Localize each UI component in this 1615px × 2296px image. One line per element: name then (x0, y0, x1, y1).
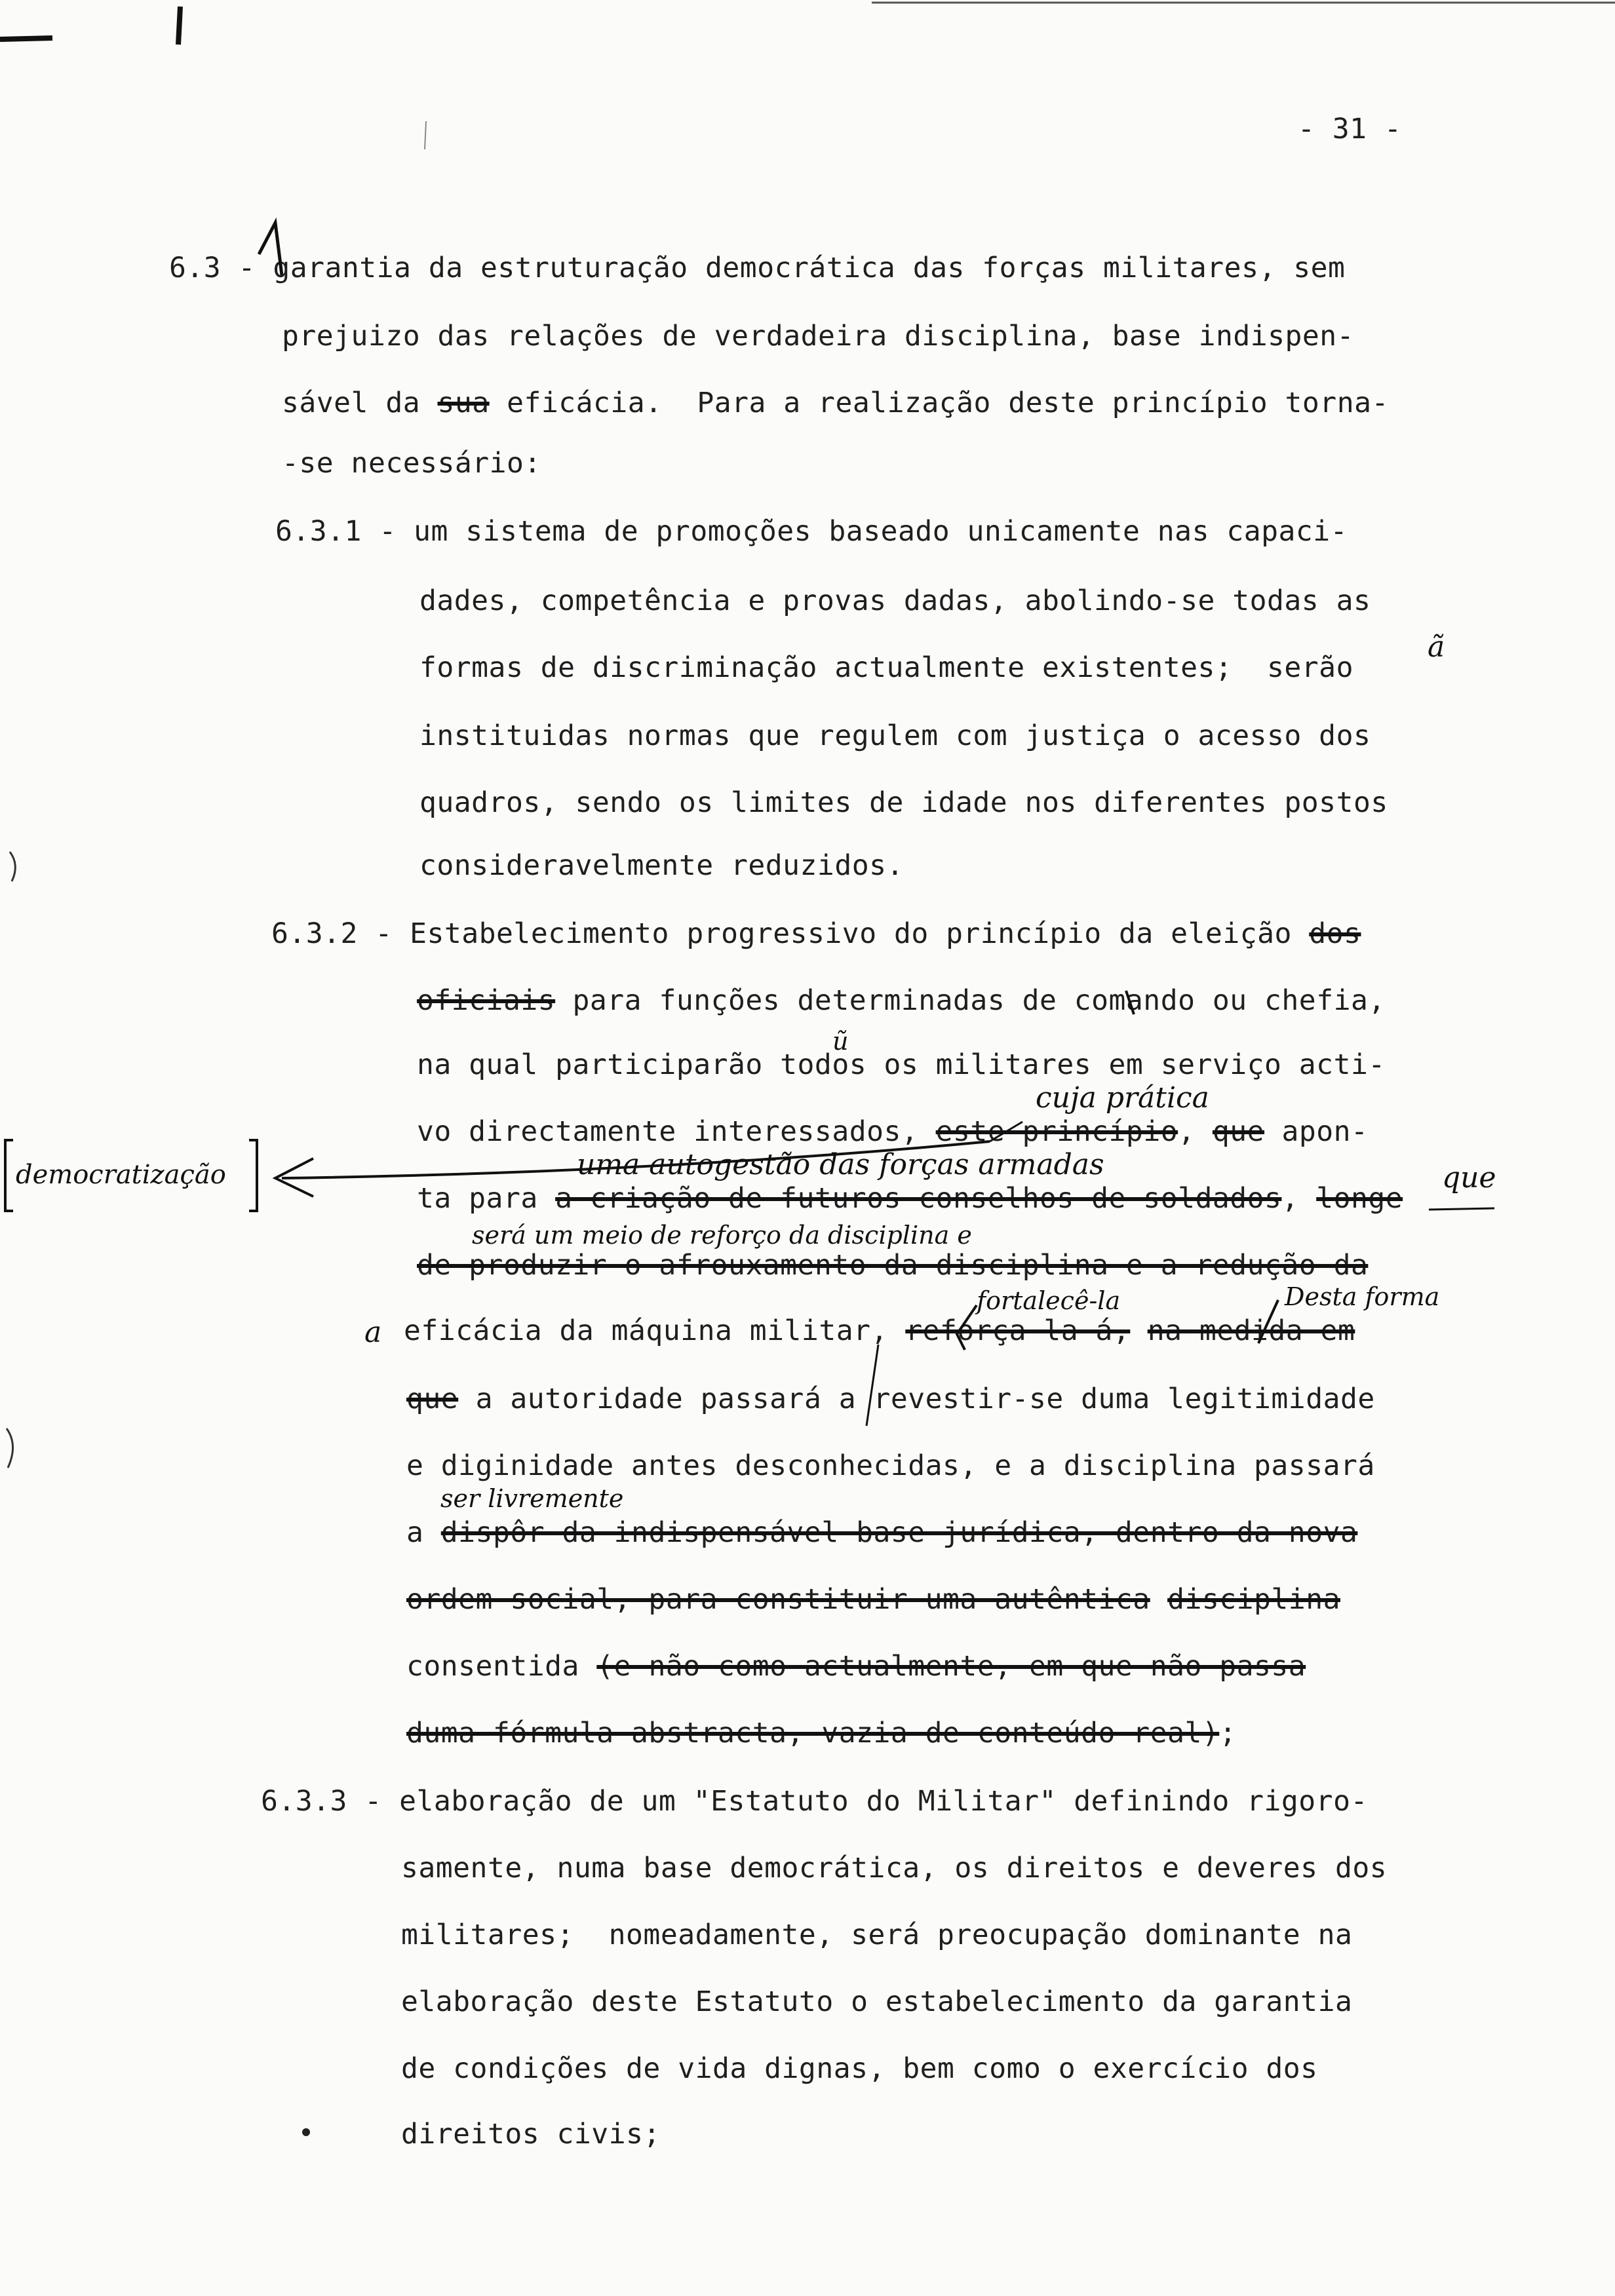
text-segment: eficácia da máquina militar, (404, 1314, 888, 1347)
text-line: militares; nomeadamente, será preocupação dominante na (401, 1919, 1353, 1951)
handwritten-insertion: Desta forma (1285, 1282, 1440, 1311)
text-segment: 6.3.2 - Estabelecimento progressivo do princípio da eleição (271, 917, 1292, 950)
struck-text: ordem social, para constituir uma autêntica (406, 1583, 1150, 1616)
handwritten-insertion: será um meio de reforço da disciplina e (472, 1221, 972, 1250)
struck-text: oficiais (417, 984, 556, 1017)
text-segment: ta para (417, 1182, 538, 1215)
struck-text-line: de produzir o afrouxamento da disciplina e a redução da (417, 1249, 1369, 1282)
struck-text: na medida em (1147, 1314, 1355, 1347)
handwritten-insertion: ser livremente (440, 1484, 624, 1513)
text-segment: a autoridade passará a revestir-se duma legitimidade (475, 1383, 1375, 1415)
struck-text: (e não como actualmente, em que não passa (596, 1650, 1306, 1683)
text-segment: ; (1219, 1717, 1237, 1750)
text-segment: apon- (1281, 1115, 1369, 1148)
struck-text: dispôr da indispensável base jurídica, dentro da nova (440, 1516, 1358, 1549)
struck-text: reforça-la-á, (905, 1314, 1131, 1347)
struck-text: este princípio (935, 1115, 1178, 1148)
struck-text: que (406, 1383, 459, 1415)
text-line: dades, competência e provas dadas, abolindo-se todas as (419, 584, 1371, 617)
text-line: na qual participarão todos os militares em serviço acti- (417, 1048, 1386, 1081)
struck-text: longe (1316, 1182, 1403, 1215)
handwritten-insertion: uma autogestão das forças armadas (577, 1148, 1104, 1181)
handwritten-insertion: ũ (832, 1027, 849, 1056)
text-segment: sável da (282, 387, 421, 419)
text-line: de condições de vida dignas, bem como o exercício dos (401, 2052, 1318, 2085)
text-segment: para funções determinadas de comando ou chefia, (572, 984, 1386, 1017)
struck-text: que (1212, 1115, 1265, 1148)
margin-note-text: democratização (16, 1160, 226, 1190)
struck-text: disciplina (1167, 1583, 1340, 1616)
text-line: elaboração deste Estatuto o estabelecimento da garantia (401, 1985, 1353, 2018)
text-segment: , (1281, 1182, 1299, 1215)
handwritten-insertion: cuja prática (1036, 1081, 1209, 1115)
text-segment: , (1178, 1115, 1196, 1148)
text-segment: eficácia. Para a realização deste princípio torna- (507, 387, 1389, 419)
handwritten-insertion: fortalecê-la (977, 1286, 1121, 1315)
section-6-3-3-line-1: 6.3.3 - elaboração de um "Estatuto do Militar" definindo rigoro- (261, 1785, 1368, 1818)
section-6-3-1-line-1: 6.3.1 - um sistema de promoções baseado unicamente nas capaci- (275, 515, 1348, 548)
handwritten-insertion: ã (1428, 630, 1445, 664)
text-segment: a (406, 1516, 424, 1549)
text-segment: consentida (406, 1650, 579, 1683)
struck-text: dos (1309, 917, 1361, 950)
handwritten-insertion: a (364, 1316, 382, 1349)
struck-text: sua (437, 387, 490, 419)
text-line: consideravelmente reduzidos. (419, 849, 904, 882)
page-number: - 31 - (1298, 113, 1402, 145)
section-6-3-line-1: 6.3 - garantia da estruturação democrática das forças militares, sem (169, 252, 1346, 284)
text-line: instituidas normas que regulem com justiça o acesso dos (419, 719, 1371, 752)
struck-text: a criação de futuros conselhos de soldados (555, 1182, 1282, 1215)
arrow-line (282, 1141, 990, 1178)
text-line: direitos civis; (401, 2118, 661, 2151)
text-line: quadros, sendo os limites de idade nos diferentes postos (419, 786, 1388, 819)
text-line: prejuizo das relações de verdadeira disciplina, base indispen- (282, 320, 1355, 353)
text-line: formas de discriminação actualmente existentes; serão (419, 651, 1353, 684)
handwritten-insertion: que (1442, 1161, 1496, 1195)
text-line: -se necessário: (282, 447, 541, 480)
struck-text: duma fórmula abstracta, vazia de conteúdo real) (406, 1717, 1220, 1750)
text-line: samente, numa base democrática, os direitos e deveres dos (401, 1852, 1388, 1885)
text-segment: vo directamente interessados, (417, 1115, 919, 1148)
text-line: e diginidade antes desconhecidas, e a disciplina passará (406, 1449, 1375, 1482)
